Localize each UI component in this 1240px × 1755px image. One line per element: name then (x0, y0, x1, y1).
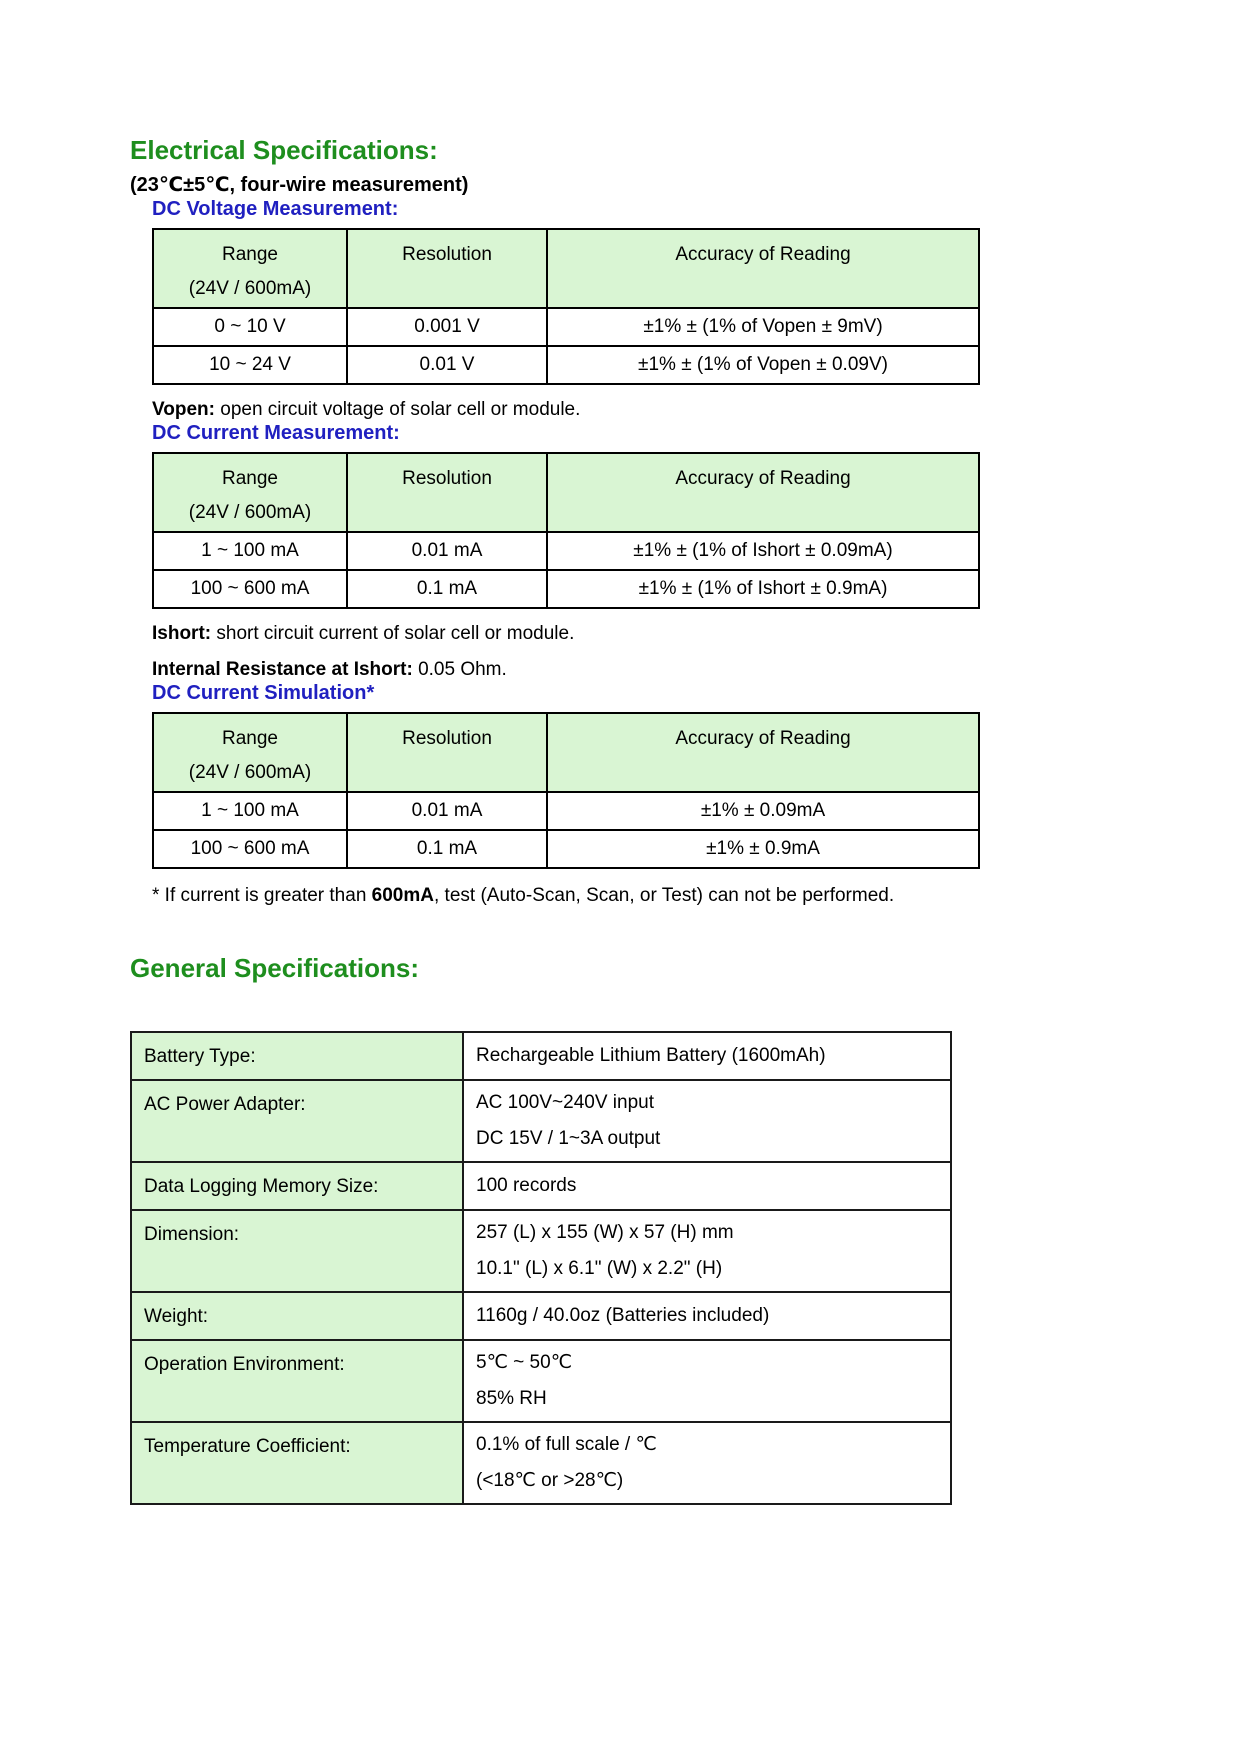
page-subtitle: (23℃±5℃, four-wire measurement) (130, 174, 469, 196)
page-title: Electrical Specifications: (130, 135, 438, 165)
accuracy-header-cell: Accuracy of Reading (547, 453, 979, 532)
spec-label: Temperature Coefficient: (131, 1422, 463, 1504)
vopen-note (152, 398, 1240, 421)
spec-label: Data Logging Memory Size: (131, 1162, 463, 1210)
table-header-row (153, 229, 979, 308)
range-header-cell (153, 713, 347, 792)
vopen-note-term: Vopen: (152, 399, 215, 420)
table-row (131, 1340, 951, 1422)
general-specs-title: General Specifications: (130, 953, 419, 983)
range-subheader-label: (24V / 600mA) (188, 278, 312, 299)
table-row (131, 1162, 951, 1210)
table-row (131, 1080, 951, 1162)
table-row (131, 1210, 951, 1292)
accuracy-cell: ±1% ± (1% of Vopen ± 0.09V) (547, 346, 979, 384)
ishort-note (152, 622, 1240, 645)
accuracy-cell: ±1% ± 0.09mA (547, 792, 979, 830)
resolution-cell: 0.01 mA (347, 532, 547, 570)
dc-current-heading: DC Current Measurement: (152, 422, 400, 444)
spec-value (463, 1292, 951, 1340)
table-row (131, 1292, 951, 1340)
dc-current-table (152, 452, 980, 609)
spec-value-line: (<18℃ or >28℃) (476, 1470, 624, 1491)
table-row (153, 346, 979, 384)
dc-simulation-heading: DC Current Simulation* (152, 682, 375, 704)
table-row (131, 1032, 951, 1080)
table-row (153, 308, 979, 346)
spec-label: AC Power Adapter: (131, 1080, 463, 1162)
resolution-cell: 0.001 V (347, 308, 547, 346)
range-header-cell (153, 453, 347, 532)
range-header-label: Range (222, 244, 278, 265)
table-row (131, 1422, 951, 1504)
spec-value-line: AC 100V~240V input (476, 1092, 654, 1113)
spec-value-line: 1160g / 40.0oz (Batteries included) (476, 1305, 770, 1326)
spec-label: Battery Type: (131, 1032, 463, 1080)
spec-value (463, 1340, 951, 1422)
vopen-note-text: open circuit voltage of solar cell or module. (214, 399, 581, 420)
footnote-text-post: , test (Auto-Scan, Scan, or Test) can not be performed. (434, 885, 895, 906)
range-cell: 1 ~ 100 mA (153, 532, 347, 570)
range-cell: 0 ~ 10 V (153, 308, 347, 346)
resolution-header-cell: Resolution (347, 713, 547, 792)
spec-value-line: 100 records (476, 1175, 577, 1196)
spec-value-line: DC 15V / 1~3A output (476, 1128, 661, 1149)
spec-value-line: 5℃ ~ 50℃ (476, 1352, 573, 1373)
internal-resistance-note (152, 658, 1240, 681)
table-row (153, 570, 979, 608)
spec-value-line: 257 (L) x 155 (W) x 57 (H) mm (476, 1222, 734, 1243)
range-cell: 10 ~ 24 V (153, 346, 347, 384)
general-specs-table (130, 1031, 952, 1505)
resolution-cell: 0.01 mA (347, 792, 547, 830)
accuracy-cell: ±1% ± (1% of Vopen ± 9mV) (547, 308, 979, 346)
dc-simulation-table (152, 712, 980, 869)
internal-resistance-term: Internal Resistance at Ishort: (152, 659, 413, 680)
accuracy-cell: ±1% ± (1% of Ishort ± 0.9mA) (547, 570, 979, 608)
spec-label: Operation Environment: (131, 1340, 463, 1422)
spec-label: Weight: (131, 1292, 463, 1340)
resolution-cell: 0.01 V (347, 346, 547, 384)
range-cell: 100 ~ 600 mA (153, 570, 347, 608)
spec-value (463, 1032, 951, 1080)
internal-resistance-text: 0.05 Ohm. (412, 659, 507, 680)
spec-value (463, 1422, 951, 1504)
range-subheader-label: (24V / 600mA) (188, 762, 312, 783)
spec-value (463, 1210, 951, 1292)
spec-value-line: Rechargeable Lithium Battery (1600mAh) (476, 1045, 826, 1066)
range-header-label: Range (222, 468, 278, 489)
dc-voltage-table (152, 228, 980, 385)
footnote-bold-value: 600mA (371, 885, 434, 906)
table-header-row (153, 453, 979, 532)
footnote-text-pre: * If current is greater than (152, 885, 372, 906)
accuracy-header-cell: Accuracy of Reading (547, 713, 979, 792)
spec-value-line: 85% RH (476, 1388, 547, 1409)
accuracy-header-cell: Accuracy of Reading (547, 229, 979, 308)
spec-value (463, 1080, 951, 1162)
ishort-note-term: Ishort: (152, 623, 212, 644)
resolution-header-cell: Resolution (347, 453, 547, 532)
table-row (153, 792, 979, 830)
range-cell: 1 ~ 100 mA (153, 792, 347, 830)
accuracy-cell: ±1% ± 0.9mA (547, 830, 979, 868)
resolution-header-cell: Resolution (347, 229, 547, 308)
table-header-row (153, 713, 979, 792)
spec-label: Dimension: (131, 1210, 463, 1292)
range-header-cell (153, 229, 347, 308)
table-row (153, 532, 979, 570)
dc-voltage-heading: DC Voltage Measurement: (152, 198, 399, 220)
spec-value (463, 1162, 951, 1210)
range-cell: 100 ~ 600 mA (153, 830, 347, 868)
simulation-footnote (152, 884, 1240, 907)
spec-value-line: 0.1% of full scale / ℃ (476, 1434, 657, 1455)
range-subheader-label: (24V / 600mA) (188, 502, 312, 523)
accuracy-cell: ±1% ± (1% of Ishort ± 0.09mA) (547, 532, 979, 570)
resolution-cell: 0.1 mA (347, 830, 547, 868)
ishort-note-text: short circuit current of solar cell or module. (211, 623, 575, 644)
spec-value-line: 10.1" (L) x 6.1" (W) x 2.2" (H) (476, 1258, 723, 1279)
range-header-label: Range (222, 728, 278, 749)
resolution-cell: 0.1 mA (347, 570, 547, 608)
table-row (153, 830, 979, 868)
